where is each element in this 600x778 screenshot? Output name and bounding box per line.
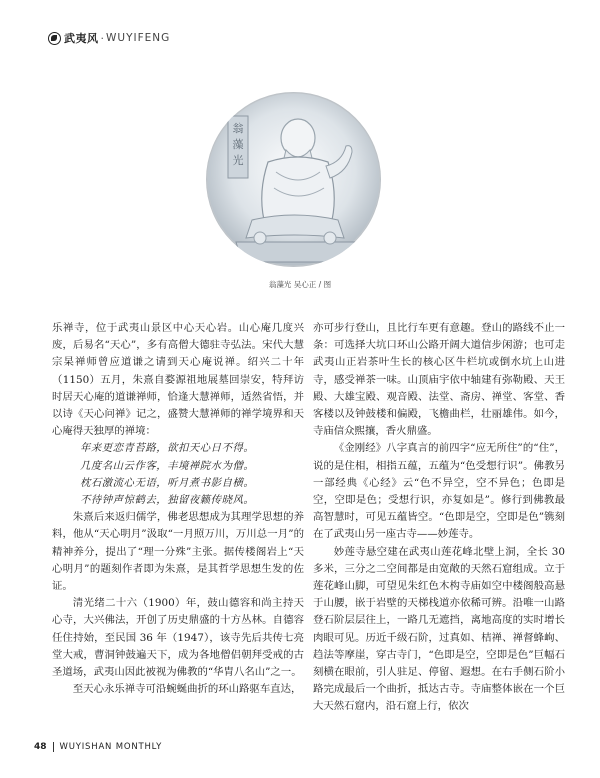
paragraph: 清光绪二十六（1900）年，鼓山德容和尚主持天心寺，大兴佛法，开创了历史鼎盛的十方丛林。自德容任住持始，至民国 36 年（1947），该寺先后共传七亮堂大戒，曹洞钟鼓遍天下，成为各地僧侣朝拜受戒的古圣道场，武夷山因此被视为佛教的“华胄八名山”之一。	[52, 597, 304, 679]
footer-divider	[53, 742, 54, 752]
brand-name: 武夷风	[64, 32, 99, 45]
verse-line: 年来更恋青苔路，欲扣天心日不得。	[80, 442, 255, 455]
carved-arhat-relief-image	[206, 92, 381, 267]
verse-line: 不待钟声惊鹤去，独留夜籁传晓风。	[80, 494, 255, 507]
carved-arhat-relief-icon	[206, 92, 381, 267]
paragraph: 亦可步行登山，且比行车更有意趣。登山的路线不止一条：可选择大坑口环山公路开阔大道信步闲游；也可走武夷山正岩茶叶生长的核心区牛栏坑或倒水坑上山进寺，感受禅茶一味。山顶庙宇依中轴建有弥勒殿、天王殿、大雄宝殿、观音殿、法堂、斋房、禅堂、客堂、香客楼以及钟鼓楼和偏殿，飞檐曲栏，壮丽雄伟。如今，寺庙信众熙攘，香火鼎盛。	[313, 322, 565, 438]
image-caption: 翁藻光 吴心正 / 图	[268, 280, 332, 289]
banner-char-3: 光	[232, 154, 244, 167]
paragraph: 《金刚经》八字真言的前四字“应无所住”的“住”，说的是住相，相指五蕴，五蕴为“色受想行识”。佛教另一部经典《心经》云“色不异空，空不异色；色即是空，空即是色；受想行识，亦复如是”。修行到佛教最高智慧时，可见五蕴皆空。“色即是空，空即是色”镌刻在了武夷山另一座古寺——妙莲寺。	[313, 442, 565, 541]
brand-logo-icon	[48, 32, 61, 45]
left-text-column	[52, 320, 304, 698]
verse-line: 枕石激流心无语，听月煮书影自横。	[80, 476, 255, 489]
banner-char-1: 翁	[232, 122, 244, 135]
right-text-column	[313, 320, 565, 716]
magazine-name: WUYISHAN MONTHLY	[59, 742, 163, 752]
banner-char-2: 藻	[232, 138, 244, 151]
paragraph: 乐禅寺，位于武夷山景区中心天心岩。山心庵几度兴废，后易名“天心”，多有高僧大德驻寺弘法。宋代大慧宗杲禅师曾应道谦之请到天心庵说禅。绍兴二十年（1150）五月，朱熹自婺源祖地展墓回崇安，特拜访时居天心庵的道谦禅师，恰逢大慧禅师，适然省悟，并以诗《天心问禅》记之，盛赞大慧禅师的禅学境界和天心庵得天独厚的禅境：	[52, 322, 304, 438]
page-header	[48, 30, 170, 46]
paragraph: 朱熹后来返归儒学，佛老思想成为其理学思想的养料，他从“天心明月”汲取“一月照万川，万川总一月”的精神养分，提出了“理一分殊”主张。据传楼阁岩上“天心明月”的题刻作者即为朱熹，是其哲学思想生发的佐证。	[52, 511, 304, 593]
page-number: 48	[34, 742, 47, 752]
page-footer	[34, 742, 162, 752]
paragraph: 妙莲寺悬空建在武夷山莲花峰北壁上洞，全长 30 多米，三分之二空间都是由宽敞的天然石窟组成。立于莲花峰山脚，可望见朱红色木构寺庙如空中楼阁般高悬于山腰，嵌于岩壁的天梯栈道亦依稀可辨。沿唯一山路登石阶层层往上，一路几无遮挡，离地高度的实时增长肉眼可见。历近千级石阶，过真如、桔禅、禅督蜂峋、趋法等摩崖，穿古寺门，“色即是空，空即是色”巨幅石刻横在眼前，引人驻足、停留、遐想。在右手侧石阶小路完成最后一个曲折，抵达古寺。寺庙整体嵌在一个巨大天然石窟内，沿石窟上行，依次	[313, 545, 565, 713]
brand-separator: ·	[100, 31, 104, 45]
brand-name-en: WUYIFENG	[106, 32, 171, 44]
verse-line: 几度名山云作客，丰境禅院水为僧。	[80, 459, 255, 472]
paragraph: 至天心永乐禅寺可沿蜿蜒曲折的环山路驱车直达，	[72, 683, 302, 696]
